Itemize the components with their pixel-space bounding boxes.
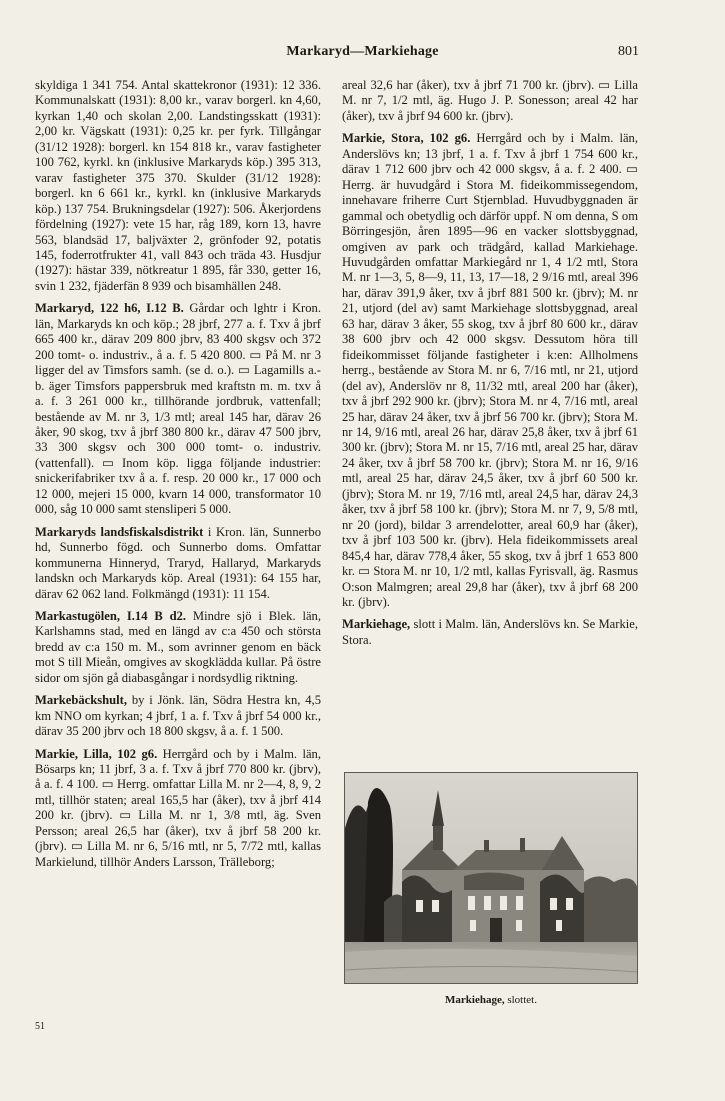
entry-headword: Markie, Stora, 102 g6. <box>342 131 471 146</box>
right-column <box>342 78 638 655</box>
page-header <box>0 44 725 66</box>
entry-text: areal 32,6 har (åker), txv å jbrf 71 700 kr. (jbrv). ▭ Lilla M. nr 7, 1/2 mtl, äg. Hugo J. P. Sonesson; areal 42 har (åker), txv å jbrf 94 600 kr. (jbrv). <box>342 78 638 123</box>
caption-title: Markiehage, <box>445 994 505 1006</box>
left-column <box>35 78 321 877</box>
entry-text: by i Jönk. län, Södra Hestra kn, 4,5 km NNO om kyrkan; 4 jbrf, 1 a. f. Txv å jbrf 54 000 kr., därav 35 200 jbrv och 18 800 skgsv, å a. f. 1 500. <box>35 693 321 739</box>
entry-headword: Markiehage, <box>342 617 411 632</box>
entry-text: Herrgård och by i Malm. län, Anderslövs kn; 13 jbrf, 1 a. f. Txv å jbrf 1 754 600 kr., därav 1 712 600 jbrv och 42 000 skgsv, å a. f. 2 400. ▭ Herrg. är huvudgård i Stora M. fideikommissegendom, innehavare friherre Curt Stjernblad. Huvudbyggnaden är gammal och obetydlig och därför uppf. N om denna, S om Börringesjön, åren 1895—96 en vacker slottsbyggnad, omgiven av park och trädgård, kallad Markiehage. Huvudgården omfattar Markiegård nr 1, 4 1/2 mtl, Stora M. nr 1—3, 5, 8—9, 11, 13, 17—18, 2 9/16 mtl, areal 396 har, därav 391,9 åker, txv å jbrf 881 500 kr. (jbrv); M. nr 21, utjord (del av) samt Markiehage slottsbyggnad, areal 63 har, därav 3 åker, 55 skog, txv å jbrf 80 600 kr., därav 38 600 jbrv och 42 000 skgsv. Dessutom höra till fideikommisset följande fastigheter i k:en: Allholmens herrg., bestående av Stora M. nr 6, 7/16 mtl, nr 21, utjord (del av), Anderslöv nr 8, 11/32 mtl, areal 200 har (åker), txv å jbrf 292 900 kr. (jbrv); Stora M. nr 4, 7/16 mtl, areal 25 har, därav 24 åker, txv å jbrf 56 700 kr. (jbrv); Stora M. nr 14, 9/16 mtl, areal 26 har, därav 25,8 åker, txv å jbrf 61 300 kr. (jbrv); Stora M. nr 15, 7/16 mtl, areal 25 har, därav 24 åker, txv å jbrf 58 700 kr. (jbrv); Stora M. nr 16, 9/16 mtl, areal 25 har, därav 24,5 åker, txv å jbrf 60 500 kr. (jbrv); Stora M. nr 19, 7/16 mtl, areal 24,5 har, därav 24,3 åker, txv å jbrf 58 100 kr. (jbrv); Stora M. nr 7, 9, 5/8 mtl, nr 20 (jord), bildar 3 arrendelotter, areal 60,9 har (åker), txv å jbrf 103 500 kr. (jbrv). Hela fideikommissets areal 845,4 har, därav 778,4 åker, 55 skog, txv å jbrf 1 653 800 kr. ▭ Stora M. nr 10, 1/2 mtl, kallas Fyrisvall, äg. Rasmus O:son Malmgren; areal 29,8 har (åker), txv å jbrf 68 200 kr. (jbrv). <box>342 131 639 609</box>
entry-headword: Markaryds landsfiskalsdistrikt <box>35 524 204 539</box>
entry-markie-lilla <box>35 747 321 871</box>
entry-markastugolen <box>35 609 321 686</box>
figure-caption <box>344 994 638 1006</box>
entry-markaryds-landsfiskalsdistrikt <box>35 525 321 602</box>
entry-headword: Markastugölen, I.14 B d2. <box>35 608 187 623</box>
entry-headword: Markie, Lilla, 102 g6. <box>35 746 158 761</box>
entry-markie-stora <box>342 131 638 610</box>
entry-markebackshult <box>35 693 321 739</box>
entry-text: slott i Malm. län, Anderslövs kn. Se Markie, Stora. <box>342 617 638 647</box>
entry-headword: Markebäckshult, <box>35 693 128 708</box>
entry-text: skyldiga 1 341 754. Antal skattekronor (1931): 12 336. Kommunalskatt (1931): 8,00 kr., varav borgerl. kn 4,60, kyrkan 1,40 och skolan 2,00. Landstingsskatt (1931): 2,00 kr. Vägskatt (1931): 0,25 kr. per fyrk. Tillgångar (31/12 1928): borgerl. kn 154 818 kr., varav fastigheter 100 762, kyrkl. kn (inklusive Markaryds köp.) 395 313, varav fastigheter 375 370. Skulder (31/12 1928): borgerl. kn 6 661 kr., kyrkl. kn (inklusive Markaryds köp.) 137 754. Brukningsdelar (1927): 506. Åkerjordens fördelning (1927): vete 15 har, råg 189, korn 13, havre 563, blandsäd 17, baljväxter 2, grönfoder 92, potatis 145, foderrotfrukter 41, vall 843 och träda 43. Husdjur (1927): hästar 339, nötkreatur 1 895, får 330, getter 16, svin 1 232, fjäderfän 8 939 och bisamhällen 248. <box>35 78 321 293</box>
page-number: 801 <box>618 44 639 59</box>
entry-markaryd <box>35 301 321 517</box>
entry-headword: Markaryd, 122 h6, I.12 B. <box>35 301 184 316</box>
caption-text: slottet. <box>504 994 537 1006</box>
entry-text: Mindre sjö i Blek. län, Karlshamns stad, med en längd av c:a 450 och största bredd av c:a 150 m. M., som avrinner genom en bäck mot S till Mieån, omgives av skogklädda kullar. På östre sidor om sjön gå diabasgångar i nordsydlig riktning. <box>35 608 322 685</box>
running-title: Markaryd—Markiehage <box>286 44 439 59</box>
entry-text: Herrgård och by i Malm. län, Bösarps kn; 11 jbrf, 3 a. f. Txv å jbrf 770 800 kr. (jbrv), å a. f. 4 100. ▭ Herrg. omfattar Lilla M. nr 2—4, 8, 9, 2 mtl, tillhör staten; areal 165,5 har (åker), txv å jbrf 414 200 kr. (jbrv). ▭ Lilla M. nr 1, 3/8 mtl, äg. Sven Persson; areal 26,5 har (åker), txv å jbrf 58 200 kr. (jbrv). ▭ Lilla M. nr 6, 5/16 mtl, nr 5, 7/72 mtl, kallas Markielund, tillhör Anders Larsson, Trälleborg; <box>35 746 322 869</box>
entry-text: Gårdar och lghtr i Kron. län, Markaryds kn och köp.; 28 jbrf, 277 a. f. Txv å jbrf 665 400 kr., därav 209 800 jbrv, 83 400 skgsv och 372 200 tomt- o. industriv., å a. f. 5 420 800. ▭ På M. nr 3 ligger del av Timsfors samh. (se d. o.). ▭ Lagamills a.-b. äger Timsfors pappersbruk med kraftstn m. m. txv å a. f. 3 261 000 kr., tillhörande jordbruk, vattenfall; bestående av M. nr 3, 1/3 mtl; areal 145 har, därav 26 åker, 90 skog, txv å jbrf 380 800 kr., därav 47 500 jbrv, 33 300 skgsv och 300 000 tomt- o. industriv. (vattenfall). ▭ Inom köp. ligga följande industrier: snickerifabriker txv å a. f. resp. 20 000 kr., 17 000 och 12 000, mejeri 15 000, kvarn 14 000, transformator 10 000, såg 10 000 samt stensliperi 5 000. <box>35 301 321 517</box>
entry-markie-lilla-continued <box>342 78 638 124</box>
entry-markiehage <box>342 617 638 648</box>
entry-markaryd-continued <box>35 78 321 294</box>
entry-text: i Kron. län, Sunnerbo hd, Sunnerbo fögd. och Sunnerbo doms. Omfattar kommunerna Hinneryd, Traryd, Hallaryd, Markaryds landskn och Markaryds köp. Areal (1931): 64 155 har, därav 62 062 land. Folkmängd (1931): 11 154. <box>35 524 321 601</box>
castle-photograph <box>344 772 638 984</box>
signature-mark: 51 <box>35 1021 45 1032</box>
